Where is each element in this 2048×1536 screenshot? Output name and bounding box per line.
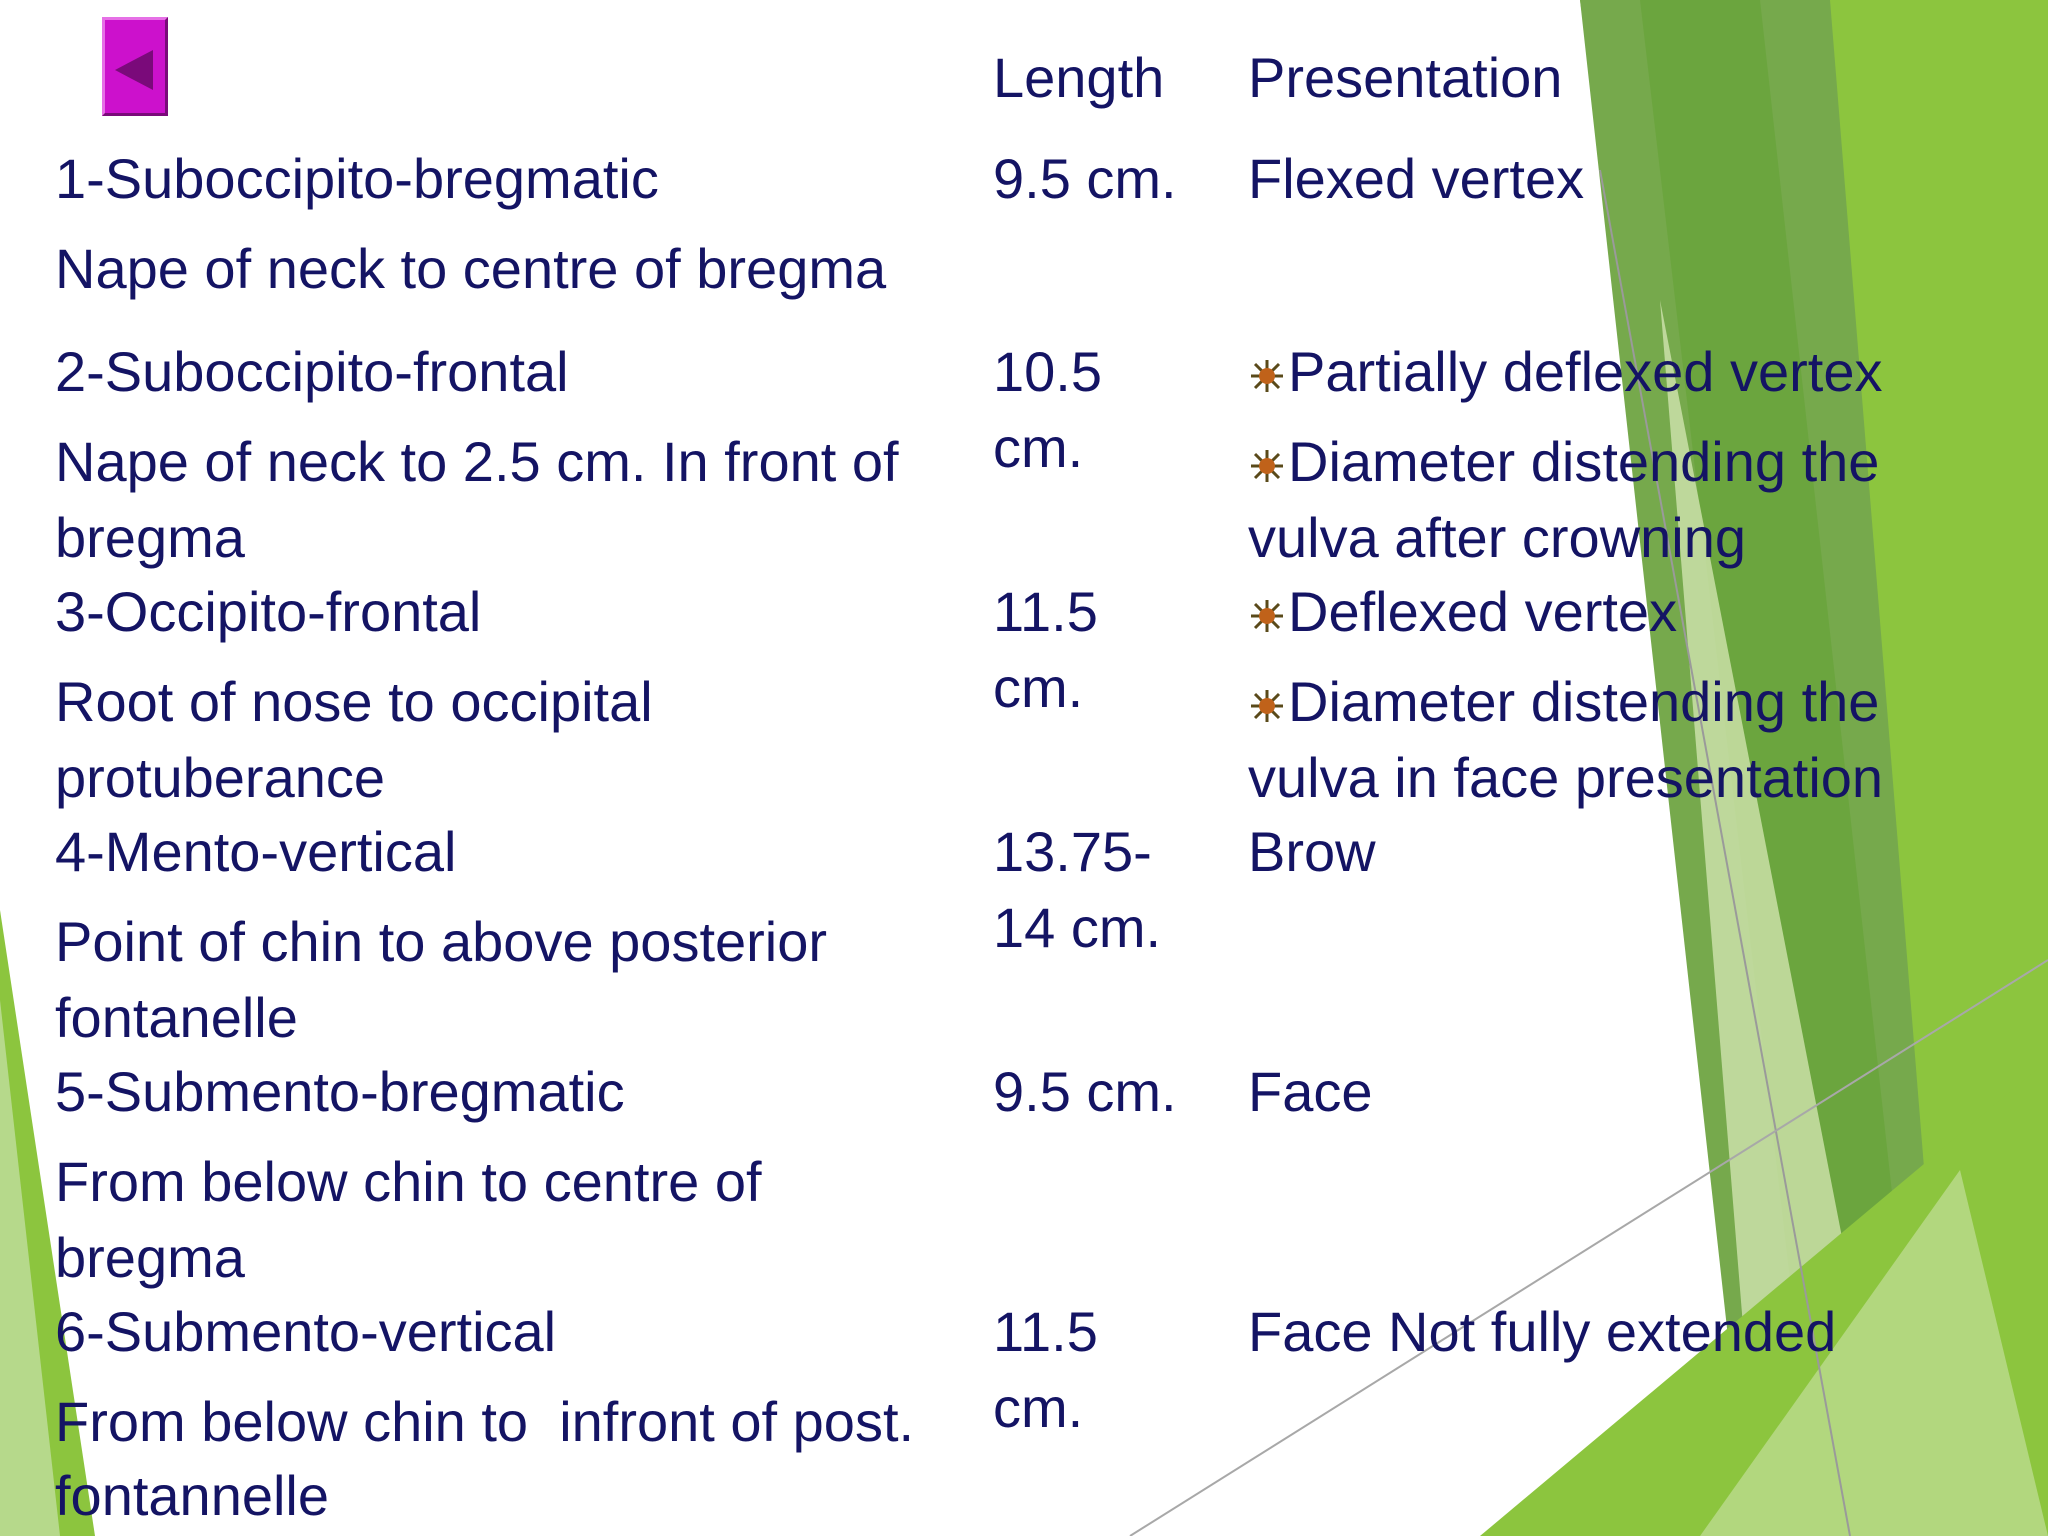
diameter-length: 13.75- bbox=[993, 820, 1152, 883]
presentation-bullet-item: Deflexed vertex bbox=[1248, 574, 1677, 654]
diameter-description: protuberance bbox=[55, 746, 386, 809]
diameter-description: fontanelle bbox=[55, 986, 298, 1049]
diameter-name: 1-Suboccipito-bregmatic bbox=[55, 147, 659, 210]
diameter-name: 3-Occipito-frontal bbox=[55, 580, 482, 643]
diameter-description: Point of chin to above posterior bbox=[55, 910, 828, 973]
length-header: Length bbox=[993, 46, 1165, 109]
presentation-bullet-item: Diameter distending the bbox=[1248, 664, 1879, 744]
diameter-description: From below chin to infront of post. bbox=[55, 1390, 915, 1453]
diameter-length: 14 cm. bbox=[993, 896, 1162, 959]
diameter-length: cm. bbox=[993, 1376, 1084, 1439]
diameter-description: Nape of neck to 2.5 cm. In front of bbox=[55, 430, 899, 493]
presentation-text: Face Not fully extended bbox=[1248, 1300, 1837, 1363]
presentation-text: Brow bbox=[1248, 820, 1376, 883]
diameter-length: 9.5 cm. bbox=[993, 1060, 1177, 1123]
presentation-text: Face bbox=[1248, 1060, 1373, 1123]
star-burst-bullet-icon bbox=[1248, 338, 1286, 414]
presentation-text: Flexed vertex bbox=[1248, 147, 1585, 210]
star-burst-bullet-icon bbox=[1248, 428, 1286, 504]
presentation-text: vulva in face presentation bbox=[1248, 746, 1884, 809]
diameter-length: 10.5 bbox=[993, 340, 1102, 403]
presentation-bullet-item: Partially deflexed vertex bbox=[1248, 334, 1883, 414]
diameter-name: 2-Suboccipito-frontal bbox=[55, 340, 569, 403]
diameter-name: 6-Submento-vertical bbox=[55, 1300, 557, 1363]
diameter-length: cm. bbox=[993, 656, 1084, 719]
diameter-description: bregma bbox=[55, 506, 245, 569]
star-burst-bullet-icon bbox=[1248, 668, 1286, 744]
presentation-text: vulva after crowning bbox=[1248, 506, 1747, 569]
diameter-length: 9.5 cm. bbox=[993, 147, 1177, 210]
star-burst-bullet-icon bbox=[1248, 578, 1286, 654]
diameter-length: 11.5 bbox=[993, 580, 1098, 643]
presentation-bullet-item: Diameter distending the bbox=[1248, 424, 1879, 504]
diameter-description: From below chin to centre of bbox=[55, 1150, 762, 1213]
diameter-description: bregma bbox=[55, 1226, 245, 1289]
diameter-length: 11.5 bbox=[993, 1300, 1098, 1363]
back-button[interactable] bbox=[102, 17, 168, 116]
back-triangle-icon bbox=[115, 50, 153, 90]
diameter-description: fontannelle bbox=[55, 1464, 330, 1527]
diameter-length: cm. bbox=[993, 416, 1084, 479]
diameter-name: 4-Mento-vertical bbox=[55, 820, 457, 883]
diameter-name: 5-Submento-bregmatic bbox=[55, 1060, 625, 1123]
diameter-description: Root of nose to occipital bbox=[55, 670, 653, 733]
presentation-header: Presentation bbox=[1248, 46, 1563, 109]
diameter-description: Nape of neck to centre of bregma bbox=[55, 237, 887, 300]
